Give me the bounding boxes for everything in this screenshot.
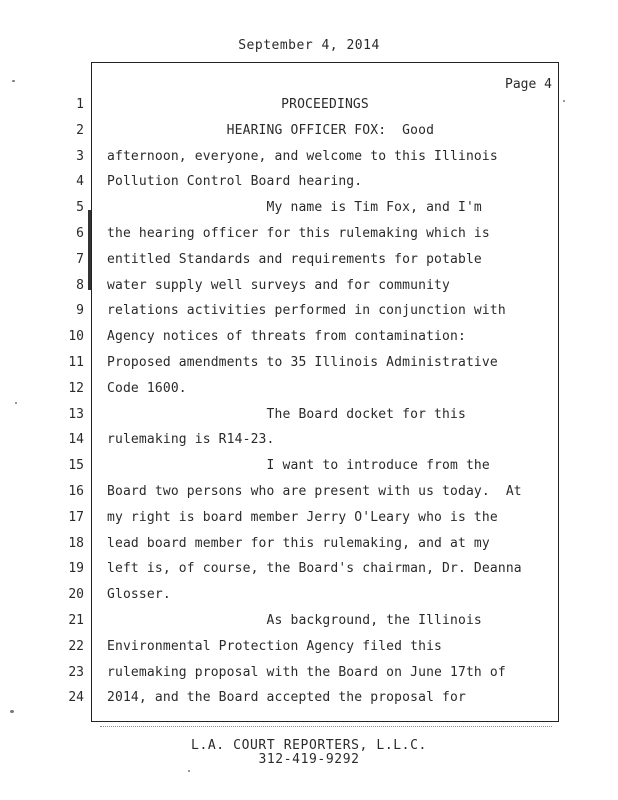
line-text: Pollution Control Board hearing.	[107, 174, 363, 190]
line-text: I want to introduce from the	[107, 458, 490, 474]
line-number: 10	[68, 329, 84, 345]
transcript-line	[0, 639, 618, 665]
transcript-line	[0, 613, 618, 639]
line-number: 15	[68, 458, 84, 474]
line-number: 14	[68, 432, 84, 448]
line-text: Proposed amendments to 35 Illinois Administrative	[107, 355, 498, 370]
line-text: Code 1600.	[107, 380, 187, 396]
line-number: 3	[76, 148, 84, 164]
transcript-line	[0, 174, 618, 200]
line-text: As background, the Illinois	[107, 613, 482, 628]
transcript-line	[0, 200, 618, 226]
line-number: 7	[76, 251, 84, 267]
line-text: relations activities performed in conjunction with	[107, 303, 506, 319]
transcript-line	[0, 226, 618, 252]
line-number: 21	[68, 613, 84, 628]
line-number: 17	[68, 509, 84, 525]
line-text: HEARING OFFICER FOX: Good	[107, 122, 435, 138]
line-text: Glosser.	[107, 587, 171, 603]
reporter-phone: 312-419-9292	[258, 752, 360, 767]
line-text: left is, of course, the Board's chairman, Dr. Deanna	[107, 561, 522, 577]
transcript-line	[0, 329, 618, 355]
transcript-line	[0, 510, 618, 536]
transcript-line	[0, 561, 618, 587]
line-number: 16	[68, 484, 84, 499]
transcript-line	[0, 432, 618, 458]
line-text: Environmental Protection Agency filed this	[107, 638, 443, 654]
page-number: Page 4	[505, 77, 552, 92]
line-number: 24	[68, 690, 84, 706]
transcript-line	[0, 690, 618, 716]
line-text: PROCEEDINGS	[281, 97, 369, 112]
bottom-rule	[100, 726, 552, 727]
line-number: 1	[76, 97, 84, 112]
scan-speck	[15, 402, 17, 404]
line-text: rulemaking is R14-23.	[107, 432, 275, 448]
transcript-line	[0, 278, 618, 304]
line-text: afternoon, everyone, and welcome to this Illinois	[107, 148, 498, 164]
line-text: 2014, and the Board accepted the proposal for	[107, 690, 466, 706]
transcript-line	[0, 407, 618, 433]
transcript-line	[0, 381, 618, 407]
scan-speck	[188, 770, 190, 772]
line-text: The Board docket for this	[107, 406, 466, 422]
line-number: 12	[68, 380, 84, 396]
line-number: 4	[76, 174, 84, 190]
reporter-company: L.A. COURT REPORTERS, L.L.C.	[191, 738, 427, 753]
line-text: Board two persons who are present with us today. At	[107, 484, 522, 499]
line-number: 9	[76, 303, 84, 319]
line-text: my right is board member Jerry O'Leary who is the	[107, 509, 498, 525]
line-number: 13	[68, 406, 84, 422]
transcript-date: September 4, 2014	[238, 38, 380, 53]
line-number: 20	[68, 587, 84, 603]
transcript-line	[0, 587, 618, 613]
transcript-line	[0, 303, 618, 329]
scan-speck	[563, 100, 565, 102]
transcript-line	[0, 252, 618, 278]
scan-speck	[12, 80, 15, 82]
line-number: 2	[76, 122, 84, 138]
line-number: 5	[76, 200, 84, 216]
line-text: the hearing officer for this rulemaking which is	[107, 226, 490, 241]
transcript-line	[0, 123, 618, 149]
transcript-line	[0, 484, 618, 510]
line-number: 6	[76, 226, 84, 241]
transcript-line	[0, 355, 618, 381]
line-number: 23	[68, 664, 84, 680]
transcript-line	[0, 149, 618, 175]
transcript-line	[0, 665, 618, 691]
line-text: entitled Standards and requirements for potable	[107, 251, 482, 267]
line-number: 18	[68, 535, 84, 551]
line-number: 22	[68, 638, 84, 654]
transcript-line	[0, 97, 618, 123]
line-text: lead board member for this rulemaking, and at my	[107, 535, 490, 551]
line-number: 8	[76, 277, 84, 293]
scan-speck	[10, 710, 14, 713]
line-text: Agency notices of threats from contamination:	[107, 329, 466, 345]
line-number: 11	[68, 355, 84, 370]
line-text: rulemaking proposal with the Board on June 17th of	[107, 664, 506, 680]
line-text: water supply well surveys and for community	[107, 277, 450, 293]
line-text: My name is Tim Fox, and I'm	[107, 200, 482, 216]
line-number: 19	[68, 561, 84, 577]
transcript-line	[0, 536, 618, 562]
transcript-line	[0, 458, 618, 484]
